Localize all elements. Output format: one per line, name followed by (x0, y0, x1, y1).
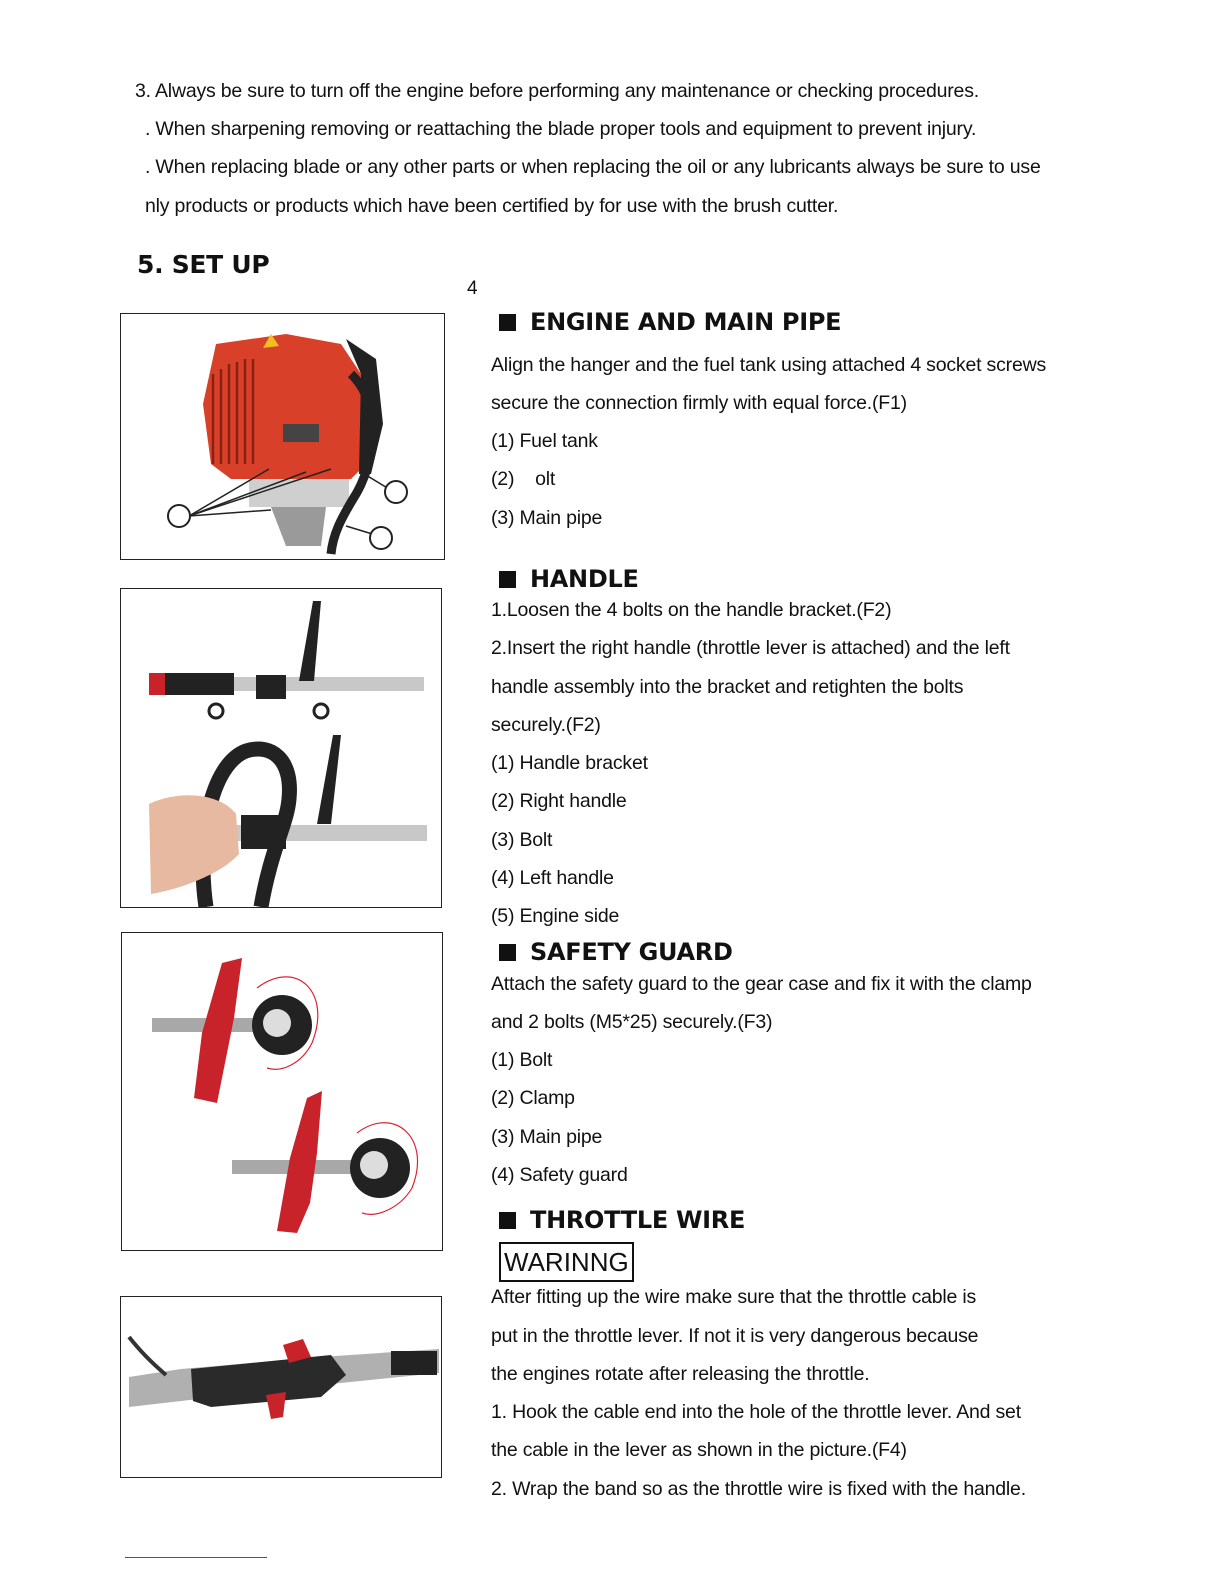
engine-line-5: (3) Main pipe (491, 507, 603, 529)
handle-heading-text: HANDLE (530, 565, 639, 593)
guard-line-6: (4) Safety guard (491, 1164, 628, 1186)
figure-throttle-photo (120, 1296, 442, 1478)
section-title: 5. SET UP (137, 250, 270, 279)
engine-line-1: Align the hanger and the fuel tank using attached 4 socket screws (491, 354, 1047, 376)
handle-line-4: securely.(F2) (491, 714, 601, 736)
intro-line-1: 3. Always be sure to turn off the engine before performing any maintenance or checking procedures. (135, 80, 979, 102)
square-bullet-icon (499, 1212, 516, 1229)
intro-line-3: . When replacing blade or any other parts or when replacing the oil or any lubricants always be sure to use (145, 156, 1041, 178)
intro-line-2: . When sharpening removing or reattaching the blade proper tools and equipment to prevent injury. (145, 118, 977, 140)
throttle-line-1: After fitting up the wire make sure that the throttle cable is (491, 1286, 977, 1308)
handle-line-8: (4) Left handle (491, 867, 614, 889)
guard-line-1: Attach the safety guard to the gear case and fix it with the clamp (491, 973, 1032, 995)
engine-heading (499, 308, 841, 336)
square-bullet-icon (499, 571, 516, 588)
handle-line-5: (1) Handle bracket (491, 752, 648, 774)
handle-line-3: handle assembly into the bracket and retighten the bolts (491, 676, 964, 698)
figure-safety-guard-photo (121, 932, 443, 1251)
guard-line-2: and 2 bolts (M5*25) securely.(F3) (491, 1011, 773, 1033)
square-bullet-icon (499, 944, 516, 961)
safety-guard-heading (499, 938, 733, 966)
square-bullet-icon (499, 314, 516, 331)
handle-illustration (121, 589, 441, 907)
handle-line-9: (5) Engine side (491, 905, 620, 927)
handle-line-1: 1.Loosen the 4 bolts on the handle bracket.(F2) (491, 599, 892, 621)
engine-illustration (121, 314, 444, 559)
safety-guard-heading-text: SAFETY GUARD (530, 938, 733, 966)
handle-line-7: (3) Bolt (491, 829, 553, 851)
engine-line-2: secure the connection firmly with equal force.(F1) (491, 392, 907, 414)
handle-line-2: 2.Insert the right handle (throttle lever is attached) and the left (491, 637, 1010, 659)
engine-heading-text: ENGINE AND MAIN PIPE (530, 308, 842, 336)
footer-rule (125, 1557, 267, 1558)
throttle-heading (499, 1206, 745, 1234)
guard-line-5: (3) Main pipe (491, 1126, 603, 1148)
page-number: 4 (467, 278, 478, 299)
handle-heading (499, 565, 639, 593)
throttle-heading-text: THROTTLE WIRE (530, 1206, 746, 1234)
safety-guard-illustration (122, 933, 442, 1250)
intro-line-4: nly products or products which have been certified by for use with the brush cutter. (145, 195, 839, 217)
throttle-line-6: 2. Wrap the band so as the throttle wire is fixed with the handle. (491, 1478, 1026, 1500)
engine-line-4: (2) olt (491, 468, 556, 490)
guard-line-3: (1) Bolt (491, 1049, 553, 1071)
throttle-line-3: the engines rotate after releasing the throttle. (491, 1363, 870, 1385)
throttle-line-2: put in the throttle lever. If not it is very dangerous because (491, 1325, 979, 1347)
figure-engine-photo (120, 313, 445, 560)
throttle-line-4: 1. Hook the cable end into the hole of the throttle lever. And set (491, 1401, 1021, 1423)
handle-line-6: (2) Right handle (491, 790, 627, 812)
engine-line-3: (1) Fuel tank (491, 430, 598, 452)
warning-box: WARINNG (499, 1242, 634, 1282)
guard-line-4: (2) Clamp (491, 1087, 575, 1109)
figure-handle-photo (120, 588, 442, 908)
throttle-illustration (121, 1297, 441, 1477)
throttle-line-5: the cable in the lever as shown in the picture.(F4) (491, 1439, 907, 1461)
